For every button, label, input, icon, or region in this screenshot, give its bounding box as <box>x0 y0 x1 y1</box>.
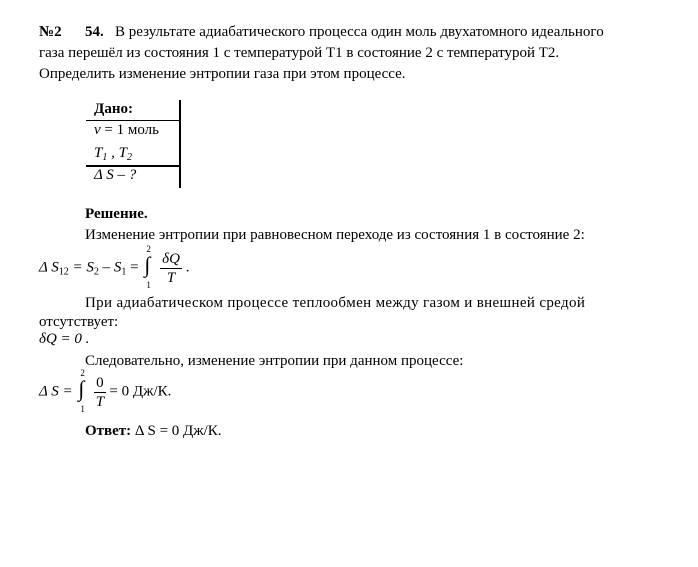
s2: = S <box>68 259 94 276</box>
integral-sign: 2 ∫ 1 <box>144 244 151 290</box>
s2-subscript: 2 <box>93 266 99 278</box>
solution-text-2: При адиабатическом процессе теплообмен между газом и внешней средой <box>85 295 586 311</box>
formula-period: . <box>181 259 190 276</box>
answer-value: Δ S = 0 Дж/К. <box>131 423 222 439</box>
solution-text-1: Изменение энтропии при равновесном переходе из состояния 1 в состояние 2: <box>85 227 585 243</box>
formula-dq-zero: δQ = 0 . <box>39 331 90 347</box>
t2-subscript: 2 <box>126 152 132 163</box>
integral-lower-limit: 1 <box>146 280 151 290</box>
answer-label: Ответ: <box>85 423 132 439</box>
problem-text-line-2: газа перешёл из состояния 1 с температурой T1 в состояние 2 с температурой T2. <box>39 45 560 61</box>
fraction-numerator: δQ <box>162 250 180 267</box>
equals-sign: = <box>126 259 143 276</box>
given-amount-value: = 1 моль <box>100 122 160 138</box>
fraction-dq-over-t <box>160 250 182 287</box>
problem-text-line-1: В результате адиабатического процесса один моль двухатомного идеального <box>115 24 604 40</box>
formula-entropy-integral <box>39 244 190 290</box>
t1-symbol: T <box>94 145 103 161</box>
t1-subscript: 1 <box>102 152 108 163</box>
problem-number: №2 <box>39 24 62 40</box>
solution-text-4: Следовательно, изменение энтропии при данном процессе: <box>85 353 464 369</box>
problem-id: 54. <box>85 24 104 40</box>
answer <box>85 423 222 440</box>
fraction-zero-over-t <box>94 374 106 411</box>
solution-text-3: отсутствует: <box>39 314 119 330</box>
fraction-denominator: T <box>95 393 105 410</box>
given-title: Дано: <box>94 101 133 117</box>
given-table-vertical-line <box>179 100 181 188</box>
delta-s: Δ S = <box>39 383 77 400</box>
s1: – S <box>98 259 122 276</box>
t2-symbol: , T <box>107 145 127 161</box>
given-amount <box>94 122 159 139</box>
integral-upper-limit: 2 <box>146 244 151 254</box>
delta-s-subscript: 12 <box>58 266 69 278</box>
nu-symbol: ν <box>94 122 101 138</box>
integral-sign: 2 ∫ 1 <box>78 368 85 414</box>
formula-result: = 0 Дж/К. <box>105 383 172 400</box>
solution-title: Решение. <box>85 206 148 222</box>
fraction-denominator: T <box>166 269 176 286</box>
s1-subscript: 1 <box>121 266 127 278</box>
integral-upper-limit: 2 <box>80 368 85 378</box>
integral-lower-limit: 1 <box>80 404 85 414</box>
delta-s: Δ S <box>39 259 59 276</box>
fraction-numerator: 0 <box>96 374 104 391</box>
find-entropy: Δ S – ? <box>94 167 137 183</box>
formula-entropy-zero <box>39 368 172 418</box>
given-temperatures <box>94 145 132 163</box>
problem-text-line-3: Определить изменение энтропии газа при этом процессе. <box>39 66 406 82</box>
given-table-header-line <box>86 120 181 121</box>
